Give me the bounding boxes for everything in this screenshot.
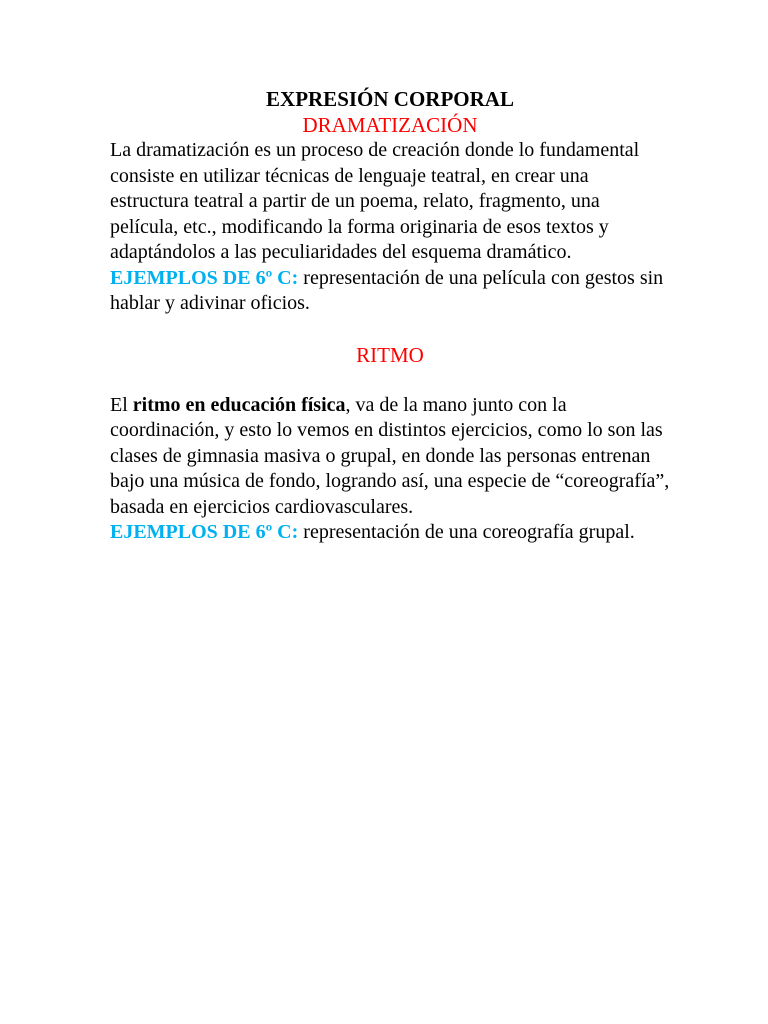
ritmo-example: [110, 520, 670, 546]
ritmo-paragraph: [110, 393, 670, 521]
ritmo-rest: , va de la mano junto con la coordinación, y esto lo vemos en distintos ejercicios, como lo son las clases de gimnasia masiva o grupal, en donde las personas entrenan bajo una música de fondo, logrando así, una especie de “coreografía”, basada en ejercicios cardiovasculares.: [110, 393, 670, 518]
section-heading-dramatizacion: DRAMATIZACIÓN: [302, 113, 478, 137]
ritmo-bold-term: ritmo en educación física: [132, 393, 346, 416]
example-text: representación de una coreografía grupal.: [298, 521, 635, 543]
document-title: EXPRESIÓN CORPORAL: [266, 87, 514, 111]
document-page: [110, 86, 670, 546]
dramatizacion-paragraph: La dramatización es un proceso de creación donde lo fundamental consiste en utilizar técnicas de lenguaje teatral, en crear una estructura teatral a partir de un poema, relato, fragmento, una película, etc., modificando la forma originaria de esos textos y adaptándolos a las peculiaridades del esquema dramático.: [110, 139, 640, 263]
example-label: EJEMPLOS DE 6º C:: [110, 521, 299, 543]
example-label: EJEMPLOS DE 6º C:: [110, 266, 299, 289]
spacer: [110, 317, 670, 342]
dramatizacion-example: [110, 266, 670, 317]
section-heading-ritmo: RITMO: [356, 342, 424, 367]
example-text: representación de una película con gestos sin hablar y adivinar oficios.: [110, 266, 664, 314]
ritmo-prefix: El: [110, 393, 133, 416]
spacer: [110, 368, 670, 393]
